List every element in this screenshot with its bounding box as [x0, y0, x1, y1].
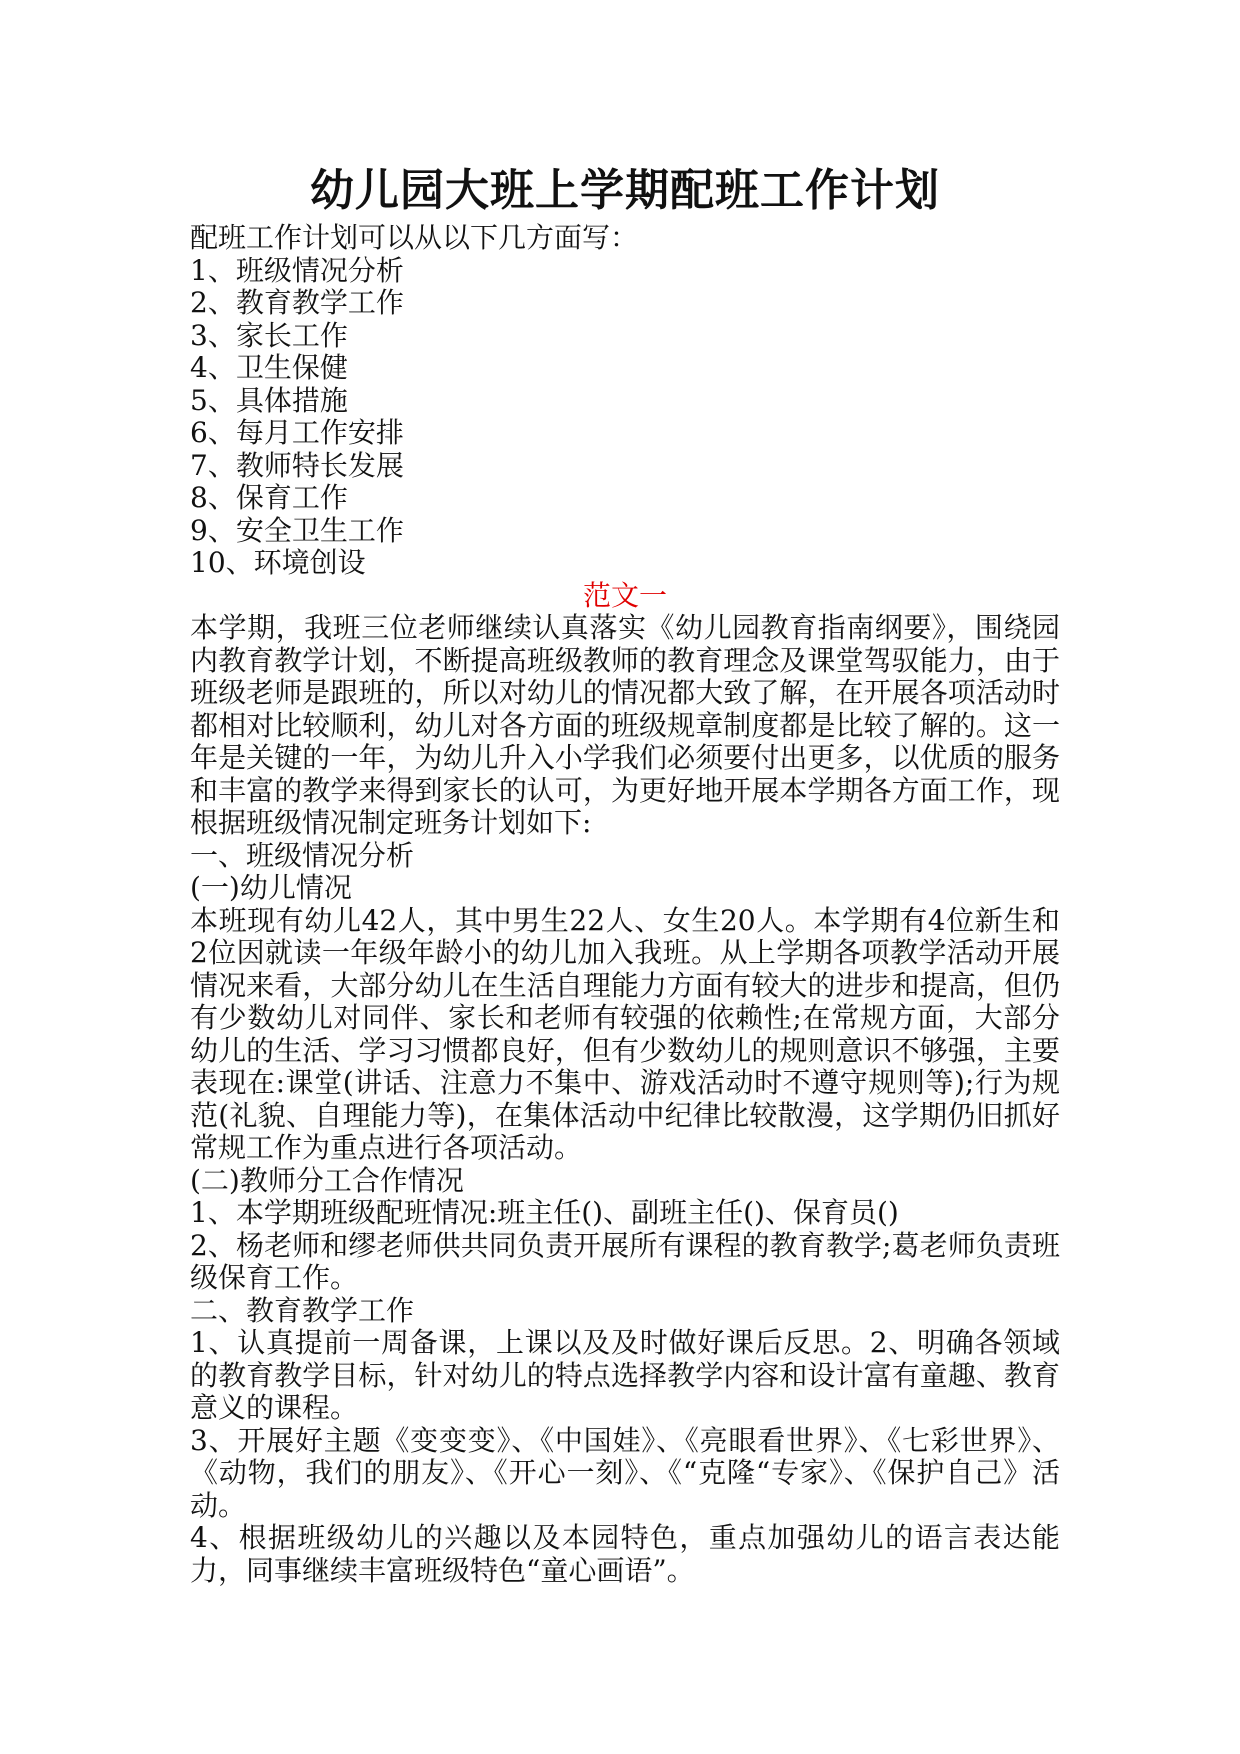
children-situation-paragraph: 本班现有幼儿42人，其中男生22人、女生20人。本学期有4位新生和2位因就读一年级年龄小的幼儿加入我班。从上学期各项教学活动开展情况来看，大部分幼儿在生活自理能力方面有较大的进步和提高，但仍有少数幼儿对同伴、家长和老师有较强的依赖性;在常规方面，大部分幼儿的生活、学习习惯都良好，但有少数幼儿的规则意识不够强，主要表现在:课堂(讲话、注意力不集中、游戏活动时不遵守规则等);行为规范(礼貌、自理能力等)，在集体活动中纪律比较散漫，这学期仍旧抓好常规工作为重点进行各项活动。: [190, 903, 1060, 1164]
outline-item: 4、卫生保健: [190, 351, 348, 384]
outline-item: 7、教师特长发展: [190, 448, 404, 482]
teacher-item: 2、杨老师和缪老师供共同负责开展所有课程的教育教学;葛老师负责班级保育工作。: [190, 1228, 1060, 1294]
outline-item: 10、环境创设: [190, 546, 366, 579]
document-body: [190, 160, 1060, 1587]
outline-item: 2、教育教学工作: [190, 286, 404, 319]
outline-item: 5、具体措施: [190, 383, 348, 417]
teaching-item: 3、开展好主题《变变变》、《中国娃》、《亮眼看世界》、《七彩世界》、《动物，我们的朋友》、《开心一刻》、《“克隆“专家》、《保护自己》活动。: [190, 1423, 1060, 1522]
intro-line: 配班工作计划可以从以下几方面写：: [190, 221, 639, 254]
sample-heading: 范文一: [582, 578, 667, 612]
subsection-heading: (二)教师分工合作情况: [190, 1163, 464, 1197]
outline-item: 6、每月工作安排: [190, 416, 404, 449]
teaching-item: 1、认真提前一周备课，上课以及及时做好课后反思。2、明确各领域的教育教学目标，针对幼儿的特点选择教学内容和设计富有童趣、教育意义的课程。: [190, 1326, 1060, 1424]
section-heading: 二、教育教学工作: [190, 1293, 415, 1327]
outline-item: 3、家长工作: [190, 318, 348, 352]
teacher-item: 1、本学期班级配班情况:班主任()、副班主任()、保育员(): [190, 1196, 899, 1229]
section-heading: 一、班级情况分析: [190, 838, 415, 872]
document-title: 幼儿园大班上学期配班工作计划: [310, 165, 940, 216]
subsection-heading: (一)幼儿情况: [190, 871, 352, 904]
teaching-item: 4、根据班级幼儿的兴趣以及本园特色，重点加强幼儿的语言表达能力，同事继续丰富班级特色“童心画语”。: [190, 1521, 1060, 1587]
sample-intro-paragraph: 本学期，我班三位老师继续认真落实《幼儿园教育指南纲要》，围绕园内教育教学计划，不断提高班级教师的教育理念及课堂驾驭能力，由于班级老师是跟班的，所以对幼儿的情况都大致了解，在开展各项活动时都相对比较顺利，幼儿对各方面的班级规章制度都是比较了解的。这一年是关键的一年，为幼儿升入小学我们必须要付出更多，以优质的服务和丰富的教学来得到家长的认可，为更好地开展本学期各方面工作，现根据班级情况制定班务计划如下:: [190, 611, 1060, 839]
outline-item: 1、班级情况分析: [190, 253, 404, 287]
outline-item: 8、保育工作: [190, 481, 348, 514]
outline-list: [190, 255, 1060, 580]
outline-item: 9、安全卫生工作: [190, 513, 404, 547]
